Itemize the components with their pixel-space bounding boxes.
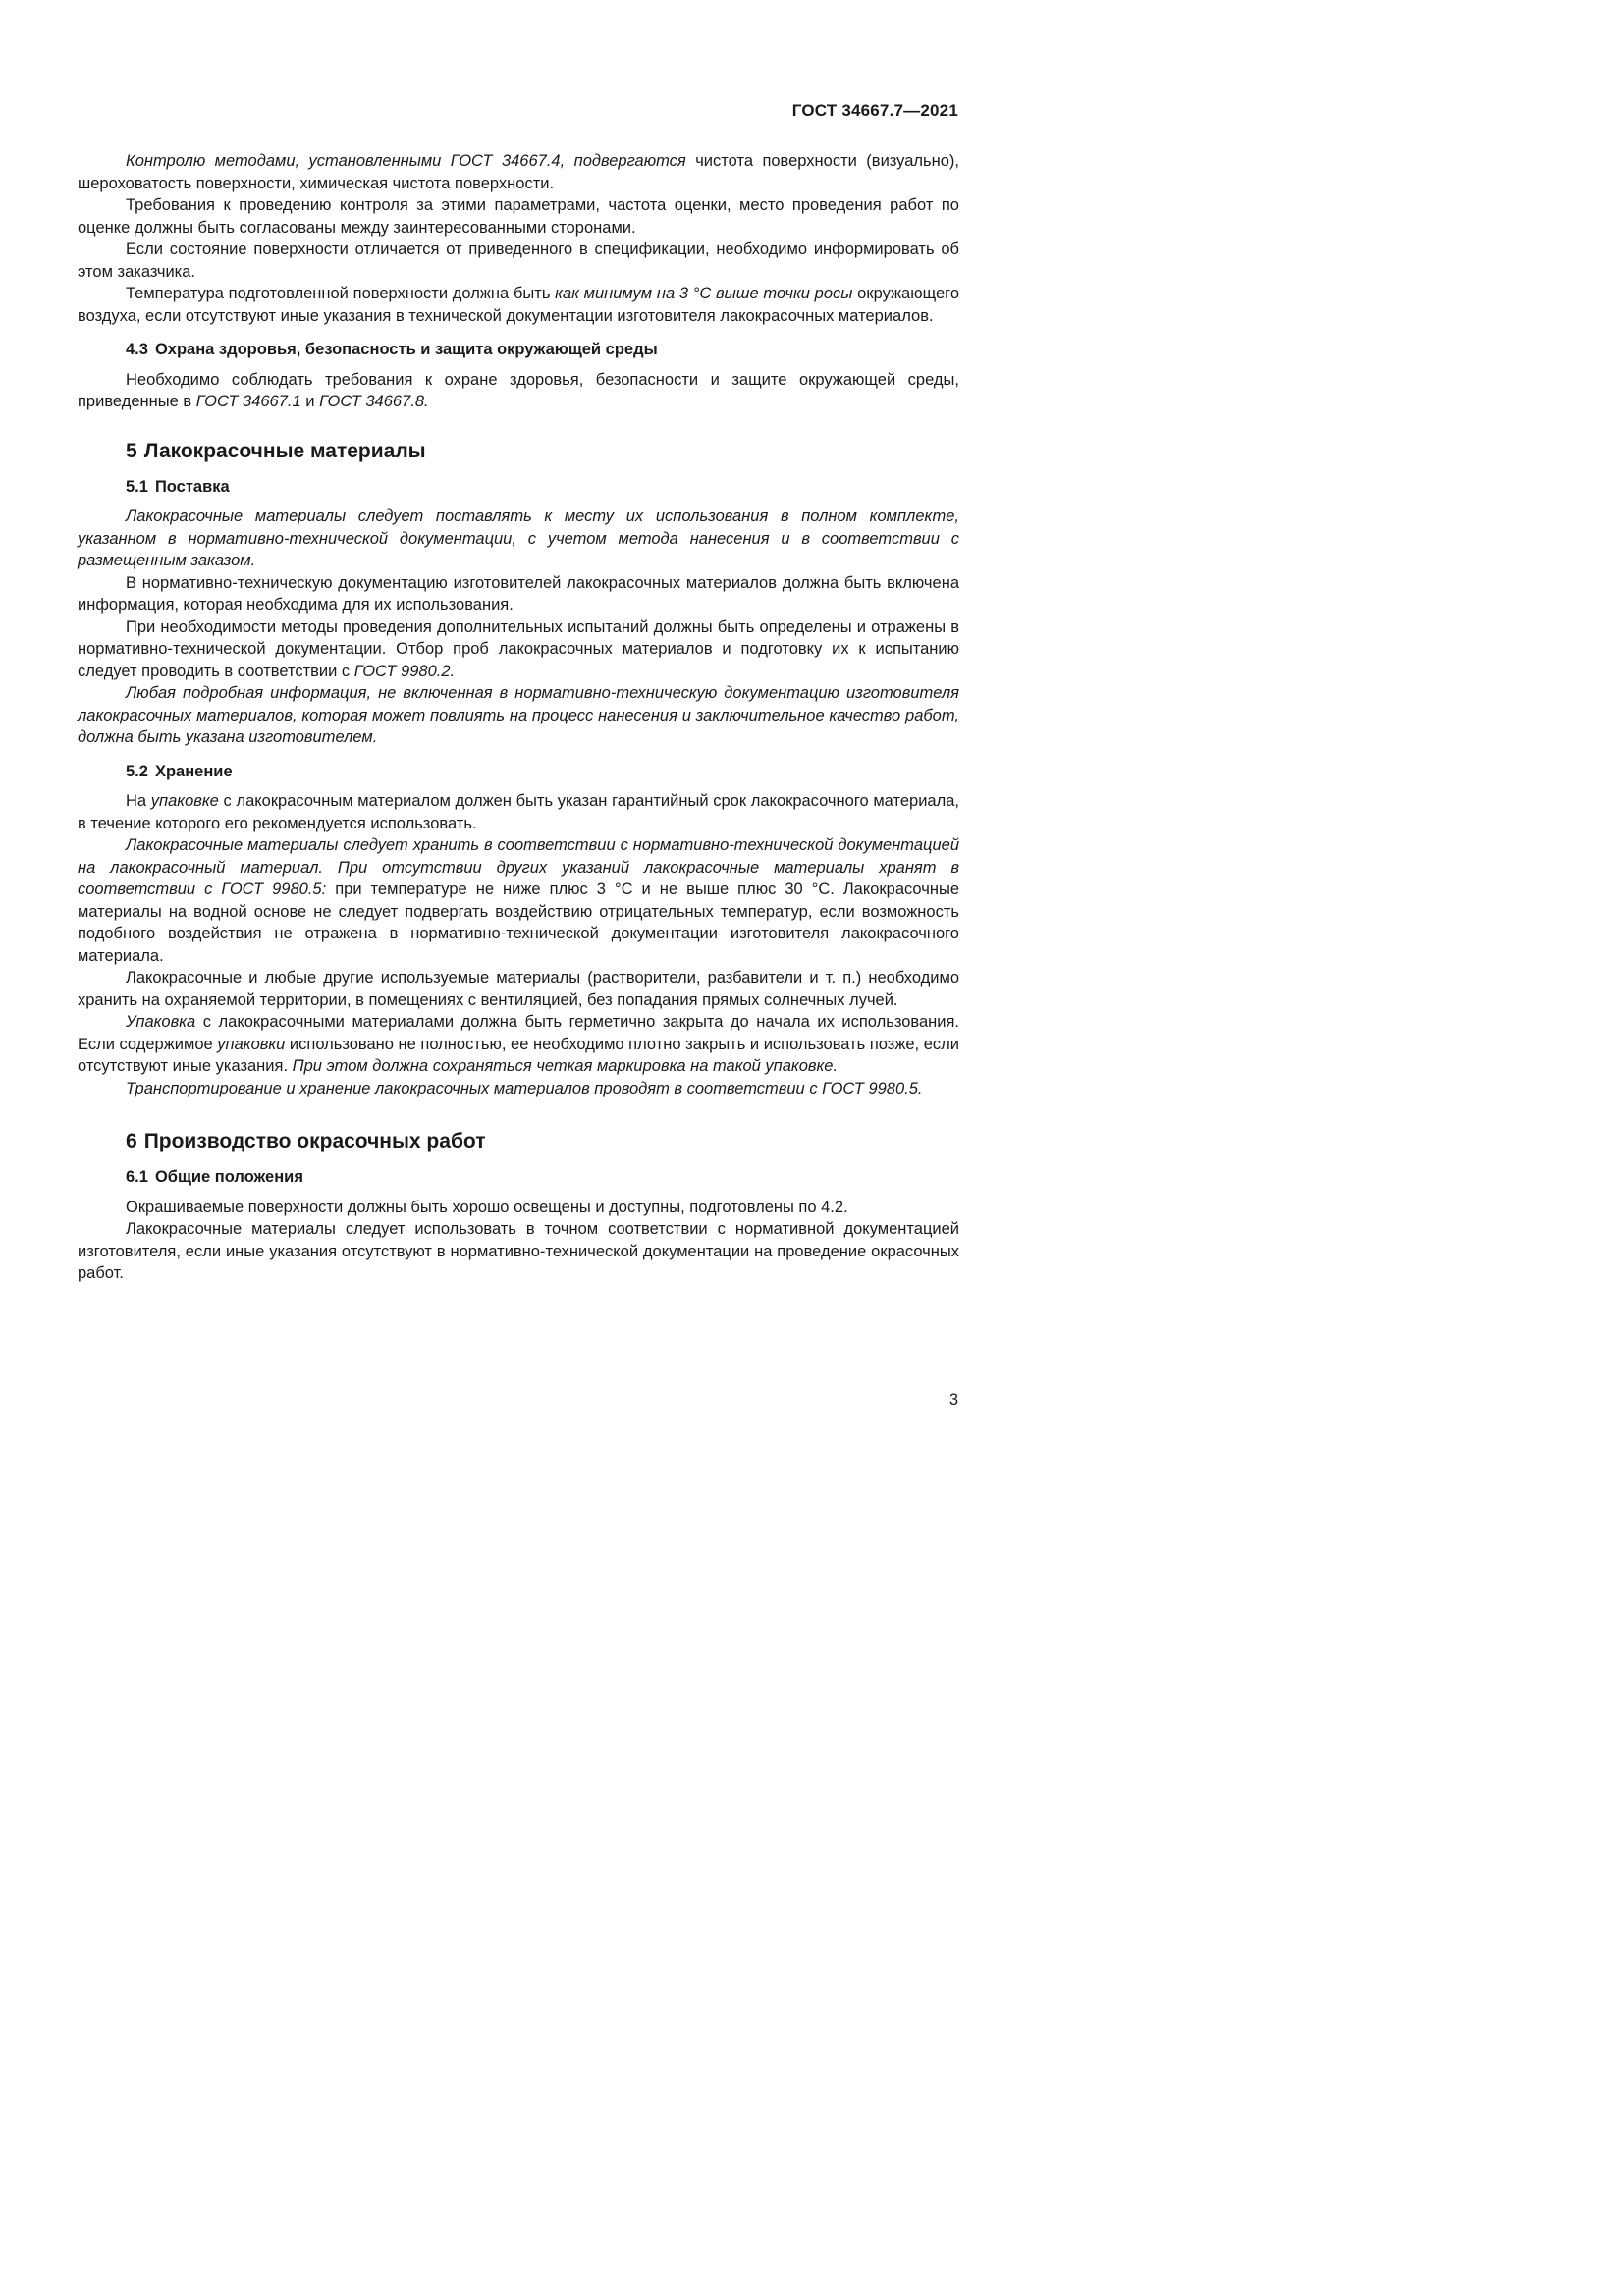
section-title: Лакокрасочные материалы (143, 439, 426, 462)
italic-text: как минимум на 3 °С выше точки росы (555, 285, 853, 302)
text: Если состояние поверхности отличается от приведенного в спецификации, необходимо информировать об этом заказчика. (78, 240, 959, 281)
paragraph-documentation: В нормативно-техническую документацию изготовителей лакокрасочных материалов должна быть включена информация, которая необходима для их использования. (78, 573, 959, 614)
section-heading-6 (126, 1129, 959, 1154)
section-heading-4-3 (126, 339, 959, 361)
text: при температуре не ниже плюс 3 °С и не выше плюс 30 °С. Лакокрасочные материалы на водной основе не следует подвергать воздействию отрицательных температур, если возможность подобного воздействия не отражена в нормативно-технической документации изготовителя лакокрасочного материала. (78, 881, 959, 965)
section-title: Общие положения (154, 1168, 303, 1186)
section-title: Хранение (154, 762, 233, 780)
text: Требования к проведению контроля за этими параметрами, частота оценки, место проведения работ по оценке должны быть согласованы между заинтересованными сторонами. (78, 196, 959, 237)
paragraph-detailed-info: Любая подробная информация, не включенная в нормативно-техническую документацию изготовителя лакокрасочных материалов, которая может повлиять на процесс нанесения и заключительное качество работ, должна быть указана изготовителем. (78, 684, 959, 746)
italic-text: Упаковка (126, 1013, 196, 1031)
paragraph-surfaces-lit: Окрашиваемые поверхности должны быть хорошо освещены и доступны, подготовлены по 4.2. (126, 1198, 848, 1216)
paragraph-additional-tests (78, 616, 959, 683)
text: с лакокрасочными материалами должна быть герметично закрыта до начала их использования. Если содержимое (78, 1013, 959, 1053)
paragraph-delivery: Лакокрасочные материалы следует поставлять к месту их использования в полном комплекте, указанном в нормативно-технической документации, с учетом метода нанесения и в соответствии с размещенным заказом. (78, 507, 959, 569)
section-title: Поставка (154, 477, 230, 496)
section-title: Производство окрасочных работ (143, 1130, 486, 1152)
section-title: Охрана здоровья, безопасность и защита окружающей среды (154, 341, 658, 358)
text: чистота поверхности (визуально), шероховатость поверхности, химическая чистота поверхности. (78, 152, 959, 192)
paragraph-control-methods (78, 150, 959, 194)
italic-text: При этом должна сохраняться четкая маркировка на такой упаковке. (292, 1057, 839, 1075)
page-number: 3 (948, 1391, 958, 1409)
section-heading-5-1 (126, 476, 959, 499)
italic-text: ГОСТ 34667.1 (195, 393, 301, 410)
section-number: 5.1 (126, 477, 148, 496)
section-number: 4.3 (126, 341, 148, 358)
italic-text: ГОСТ 34667.8. (319, 393, 429, 410)
document-header-id: ГОСТ 34667.7—2021 (791, 101, 958, 120)
section-number: 5 (126, 439, 137, 462)
italic-text: Лакокрасочные материалы следует хранить в соответствии с нормативно-технической документацией на лакокрасочный материал. При отсутствии других указаний лакокрасочные материалы хранят в соответствии с ГОСТ 9980.5: (78, 836, 959, 898)
italic-text: упаковке (150, 792, 219, 810)
text: Температура подготовленной поверхности должна быть (126, 285, 556, 302)
text: Необходимо соблюдать требования к охране здоровья, безопасности и защите окружающей среды, приведенные в (78, 370, 959, 410)
text: На (126, 792, 151, 810)
paragraph-surface-temperature (78, 283, 959, 327)
paragraph-storage-location: Лакокрасочные и любые другие используемые материалы (растворители, разбавители и т. п.) необходимо хранить на охраняемой территории, в помещениях с вентиляцией, без попадания прямых солнечных лучей. (78, 969, 959, 1009)
italic-text: Контролю методами, установленными ГОСТ 34667.4, подвергаются (126, 152, 686, 170)
paragraph-control-requirements (78, 194, 959, 239)
text: с лакокрасочным материалом должен быть указан гарантийный срок лакокрасочного материала, в течение которого его рекомендуется использовать. (78, 792, 959, 832)
text: При необходимости методы проведения дополнительных испытаний должны быть определены и отражены в нормативно-технической документации. Отбор проб лакокрасочных материалов и подготовку их к испытанию следует проводить в соответствии с (78, 617, 959, 680)
paragraph-packaging-sealed (78, 1011, 959, 1078)
paragraph-use-per-documentation: Лакокрасочные материалы следует использовать в точном соответствии с нормативной документацией изготовителя, если иные указания отсутствуют в нормативно-технической документации на проведение окрасочных работ. (78, 1220, 959, 1282)
section-heading-6-1 (126, 1166, 959, 1189)
document-body (78, 150, 959, 1285)
section-heading-5-2 (126, 761, 959, 783)
italic-text: упаковки (217, 1035, 286, 1053)
text: использовано не полностью, ее необходимо плотно закрыть и использовать позже, если отсутствуют иные указания. (78, 1035, 959, 1075)
text: и (300, 393, 320, 410)
paragraph-transportation: Транспортирование и хранение лакокрасочных материалов проводят в соответствии с ГОСТ 9980.5. (126, 1079, 923, 1097)
paragraph-surface-state (78, 239, 959, 283)
paragraph-health-safety (78, 369, 959, 413)
paragraph-packaging-shelf-life (78, 790, 959, 834)
section-heading-5 (126, 439, 959, 464)
italic-text: ГОСТ 9980.2. (353, 662, 456, 680)
section-number: 5.2 (126, 762, 148, 780)
text: окружающего воздуха, если отсутствуют иные указания в технической документации изготовителя лакокрасочных материалов. (78, 285, 959, 325)
document-page (0, 0, 1080, 1526)
paragraph-storage-conditions (78, 834, 959, 967)
section-number: 6.1 (126, 1168, 148, 1186)
section-number: 6 (126, 1130, 137, 1152)
